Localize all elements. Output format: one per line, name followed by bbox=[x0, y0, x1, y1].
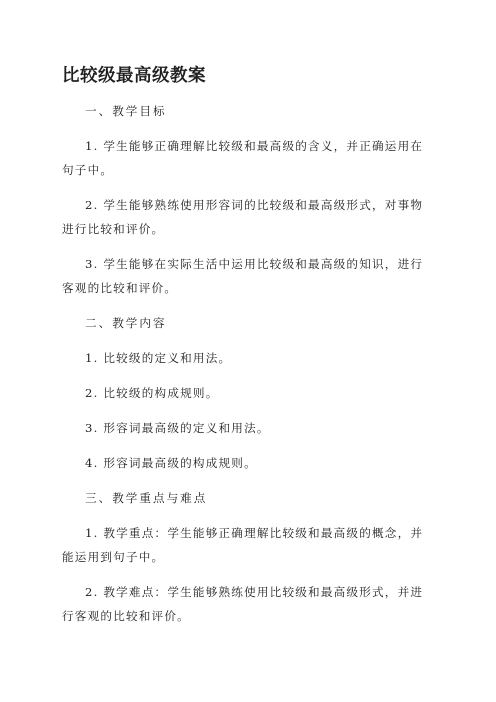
section-heading-objectives: 一、教学目标 bbox=[85, 104, 167, 118]
document-title: 比较级最高级教案 bbox=[62, 66, 206, 86]
content-item-4: 4. 形容词最高级的构成规则。 bbox=[85, 456, 257, 470]
key-point-item-2: 2. 教学难点：学生能够熟练使用比较级和最高级形式，并进行客观的比较和评价。 bbox=[62, 585, 424, 623]
content-item-3: 3. 形容词最高级的定义和用法。 bbox=[85, 421, 270, 435]
section-heading-content: 二、教学内容 bbox=[85, 316, 167, 330]
section-heading-key-points: 三、教学重点与难点 bbox=[85, 491, 208, 505]
content-item-1: 1. 比较级的定义和用法。 bbox=[85, 351, 232, 365]
objective-item-2: 2. 学生能够熟练使用形容词的比较级和最高级形式，对事物进行比较和评价。 bbox=[62, 198, 424, 236]
objective-item-3: 3. 学生能够在实际生活中运用比较级和最高级的知识，进行客观的比较和评价。 bbox=[62, 257, 424, 295]
key-point-item-1: 1. 教学重点：学生能够正确理解比较级和最高级的概念，并能运用到句子中。 bbox=[62, 526, 424, 564]
document-body bbox=[62, 99, 434, 628]
objective-item-1: 1. 学生能够正确理解比较级和最高级的含义，并正确运用在句子中。 bbox=[62, 139, 424, 177]
content-item-2: 2. 比较级的构成规则。 bbox=[85, 386, 219, 400]
